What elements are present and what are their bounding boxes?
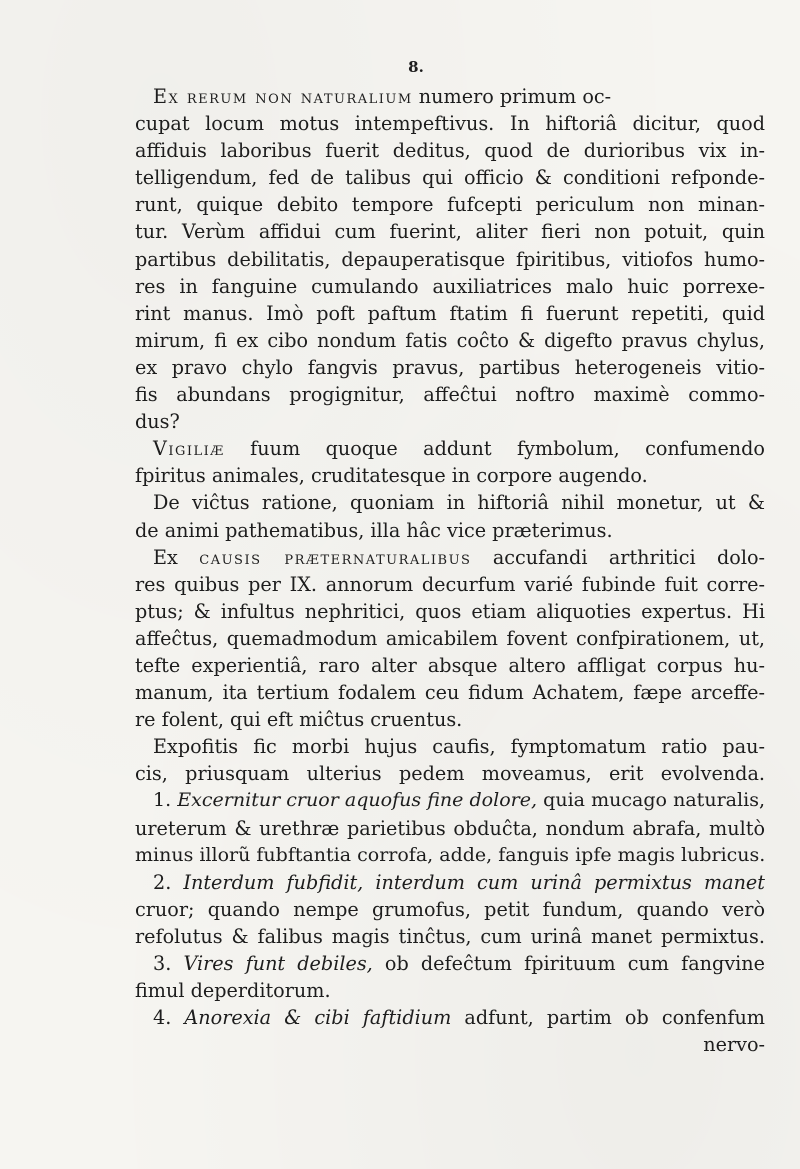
text-run: 3. bbox=[153, 952, 184, 975]
text-line bbox=[135, 571, 765, 598]
text-line bbox=[135, 408, 765, 435]
text-line bbox=[135, 544, 765, 571]
text-line bbox=[135, 787, 765, 814]
text-run: 2. bbox=[153, 870, 184, 894]
text-line bbox=[135, 950, 765, 977]
text-run: Expofitis fic morbi hujus caufis, fymptomatum ratio pau- bbox=[153, 735, 765, 759]
text-line bbox=[135, 1031, 765, 1058]
text-line bbox=[135, 1004, 765, 1031]
text-line bbox=[135, 598, 765, 625]
text-run: tefte experientiâ, raro alter absque altero affligat corpus hu- bbox=[135, 653, 765, 677]
text-run: de animi pathematibus, illa hâc vice præterimus. bbox=[135, 518, 613, 542]
text-line bbox=[135, 246, 765, 273]
text-run: res in fanguine cumulando auxiliatrices malo huic porrexe- bbox=[135, 274, 765, 298]
text-line bbox=[135, 191, 765, 218]
text-run: fpiritus animales, cruditatesque in corpore augendo. bbox=[135, 464, 648, 488]
text-line bbox=[135, 625, 765, 652]
text-run: minus illorũ fubftantia corrofa, adde, fanguis ipfe magis lubricus. bbox=[135, 843, 766, 866]
text-line bbox=[135, 110, 765, 137]
text-line bbox=[135, 977, 765, 1004]
text-run: tur. Verùm affidui cum fuerint, aliter fieri non potuit, quin bbox=[135, 220, 765, 244]
text-run: 1. bbox=[153, 789, 178, 812]
text-run: ptus; & infultus nephritici, quos etiam aliquoties expertus. Hi bbox=[135, 599, 765, 623]
text-run: telligendum, fed de talibus qui officio & conditioni refponde- bbox=[135, 166, 765, 190]
text-line bbox=[135, 435, 765, 462]
text-line bbox=[135, 896, 765, 923]
text-line bbox=[135, 300, 765, 327]
text-line bbox=[135, 815, 765, 842]
text-line bbox=[135, 327, 765, 354]
text-run: ob defeĉtum fpirituum cum fangvine bbox=[372, 952, 766, 975]
text-run: res quibus per IX. annorum decurfum varié fubinde fuit corre- bbox=[135, 572, 765, 596]
text-line bbox=[135, 381, 765, 408]
text-run: dus? bbox=[135, 410, 180, 434]
text-line bbox=[135, 273, 765, 300]
text-line bbox=[135, 842, 765, 869]
text-run: affiduis laboribus fuerit deditus, quod de durioribus vix in- bbox=[135, 139, 765, 163]
text-line bbox=[135, 462, 765, 489]
text-run: De viĉtus ratione, quoniam in hiftoriâ nihil monetur, ut & bbox=[153, 491, 765, 515]
text-run: partibus debilitatis, depauperatisque fpiritibus, vitiofos humo- bbox=[135, 247, 765, 271]
text-body bbox=[135, 83, 765, 1058]
text-line bbox=[135, 489, 765, 516]
text-run: Interdum fubfidit, interdum cum urinâ permixtus manet bbox=[183, 870, 766, 894]
text-line bbox=[135, 760, 765, 787]
text-line bbox=[135, 517, 765, 544]
text-run: manum, ita tertium fodalem ceu fidum Achatem, fæpe arceffe- bbox=[135, 681, 765, 705]
page-number: 8. bbox=[408, 58, 424, 76]
text-line bbox=[135, 679, 765, 706]
text-line bbox=[135, 218, 765, 245]
text-line bbox=[135, 706, 765, 733]
text-run: quia mucago naturalis, bbox=[537, 789, 766, 812]
text-line bbox=[135, 869, 765, 896]
text-run: 4. bbox=[153, 1006, 185, 1030]
text-run: causis præternaturalibus bbox=[199, 545, 472, 569]
text-run: accufandi arthritici dolo- bbox=[471, 545, 765, 569]
text-run: runt, quique debito tempore fufcepti periculum non minan- bbox=[135, 193, 765, 217]
text-run: ureterum & urethræ parietibus obduĉta, nondum abrafa, multò bbox=[135, 816, 765, 840]
text-run: re folent, qui eft miĉtus cruentus. bbox=[135, 708, 463, 732]
text-run: Ex rerum non naturalium bbox=[153, 85, 413, 108]
text-line bbox=[135, 923, 765, 950]
text-run: Vires funt debiles, bbox=[183, 952, 373, 975]
text-run: refolutus & falibus magis tinĉtus, cum urinâ manet permixtus. bbox=[135, 924, 765, 948]
text-line bbox=[135, 652, 765, 679]
text-run: fuum quoque addunt fymbolum, confumendo bbox=[224, 437, 765, 461]
text-line bbox=[135, 83, 765, 110]
text-run: mirum, fi ex cibo nondum fatis coĉto & digefto pravus chylus, bbox=[135, 328, 765, 352]
text-run: Vigiliæ bbox=[153, 437, 225, 461]
text-run: nervo- bbox=[703, 1033, 765, 1057]
text-run: affeĉtus, quemadmodum amicabilem fovent confpirationem, ut, bbox=[135, 626, 765, 650]
text-run: numero primum oc- bbox=[412, 85, 612, 108]
text-run: Excernitur cruor aquofus fine dolore, bbox=[177, 789, 538, 812]
text-run: cis, priusquam ulterius pedem moveamus, erit evolvenda. bbox=[135, 762, 765, 786]
text-line bbox=[135, 137, 765, 164]
text-run: fimul deperditorum. bbox=[135, 979, 331, 1003]
text-run: Anorexia & cibi faftidium bbox=[184, 1006, 452, 1030]
text-run: cruor; quando nempe grumofus, petit fundum, quando verò bbox=[135, 897, 765, 921]
text-run: fis abundans progignitur, affeĉtui noftro maximè commo- bbox=[135, 383, 765, 407]
text-line bbox=[135, 164, 765, 191]
text-run: adfunt, partim ob confenfum bbox=[451, 1006, 765, 1030]
text-run: ex pravo chylo fangvis pravus, partibus heterogeneis vitio- bbox=[135, 355, 765, 379]
text-run: rint manus. Imò poft paftum ftatim fi fuerunt repetiti, quid bbox=[135, 301, 765, 325]
text-run: Ex bbox=[153, 545, 200, 569]
text-line bbox=[135, 733, 765, 760]
text-line bbox=[135, 354, 765, 381]
text-run: cupat locum motus intempeftivus. In hiftoriâ dicitur, quod bbox=[135, 112, 765, 136]
